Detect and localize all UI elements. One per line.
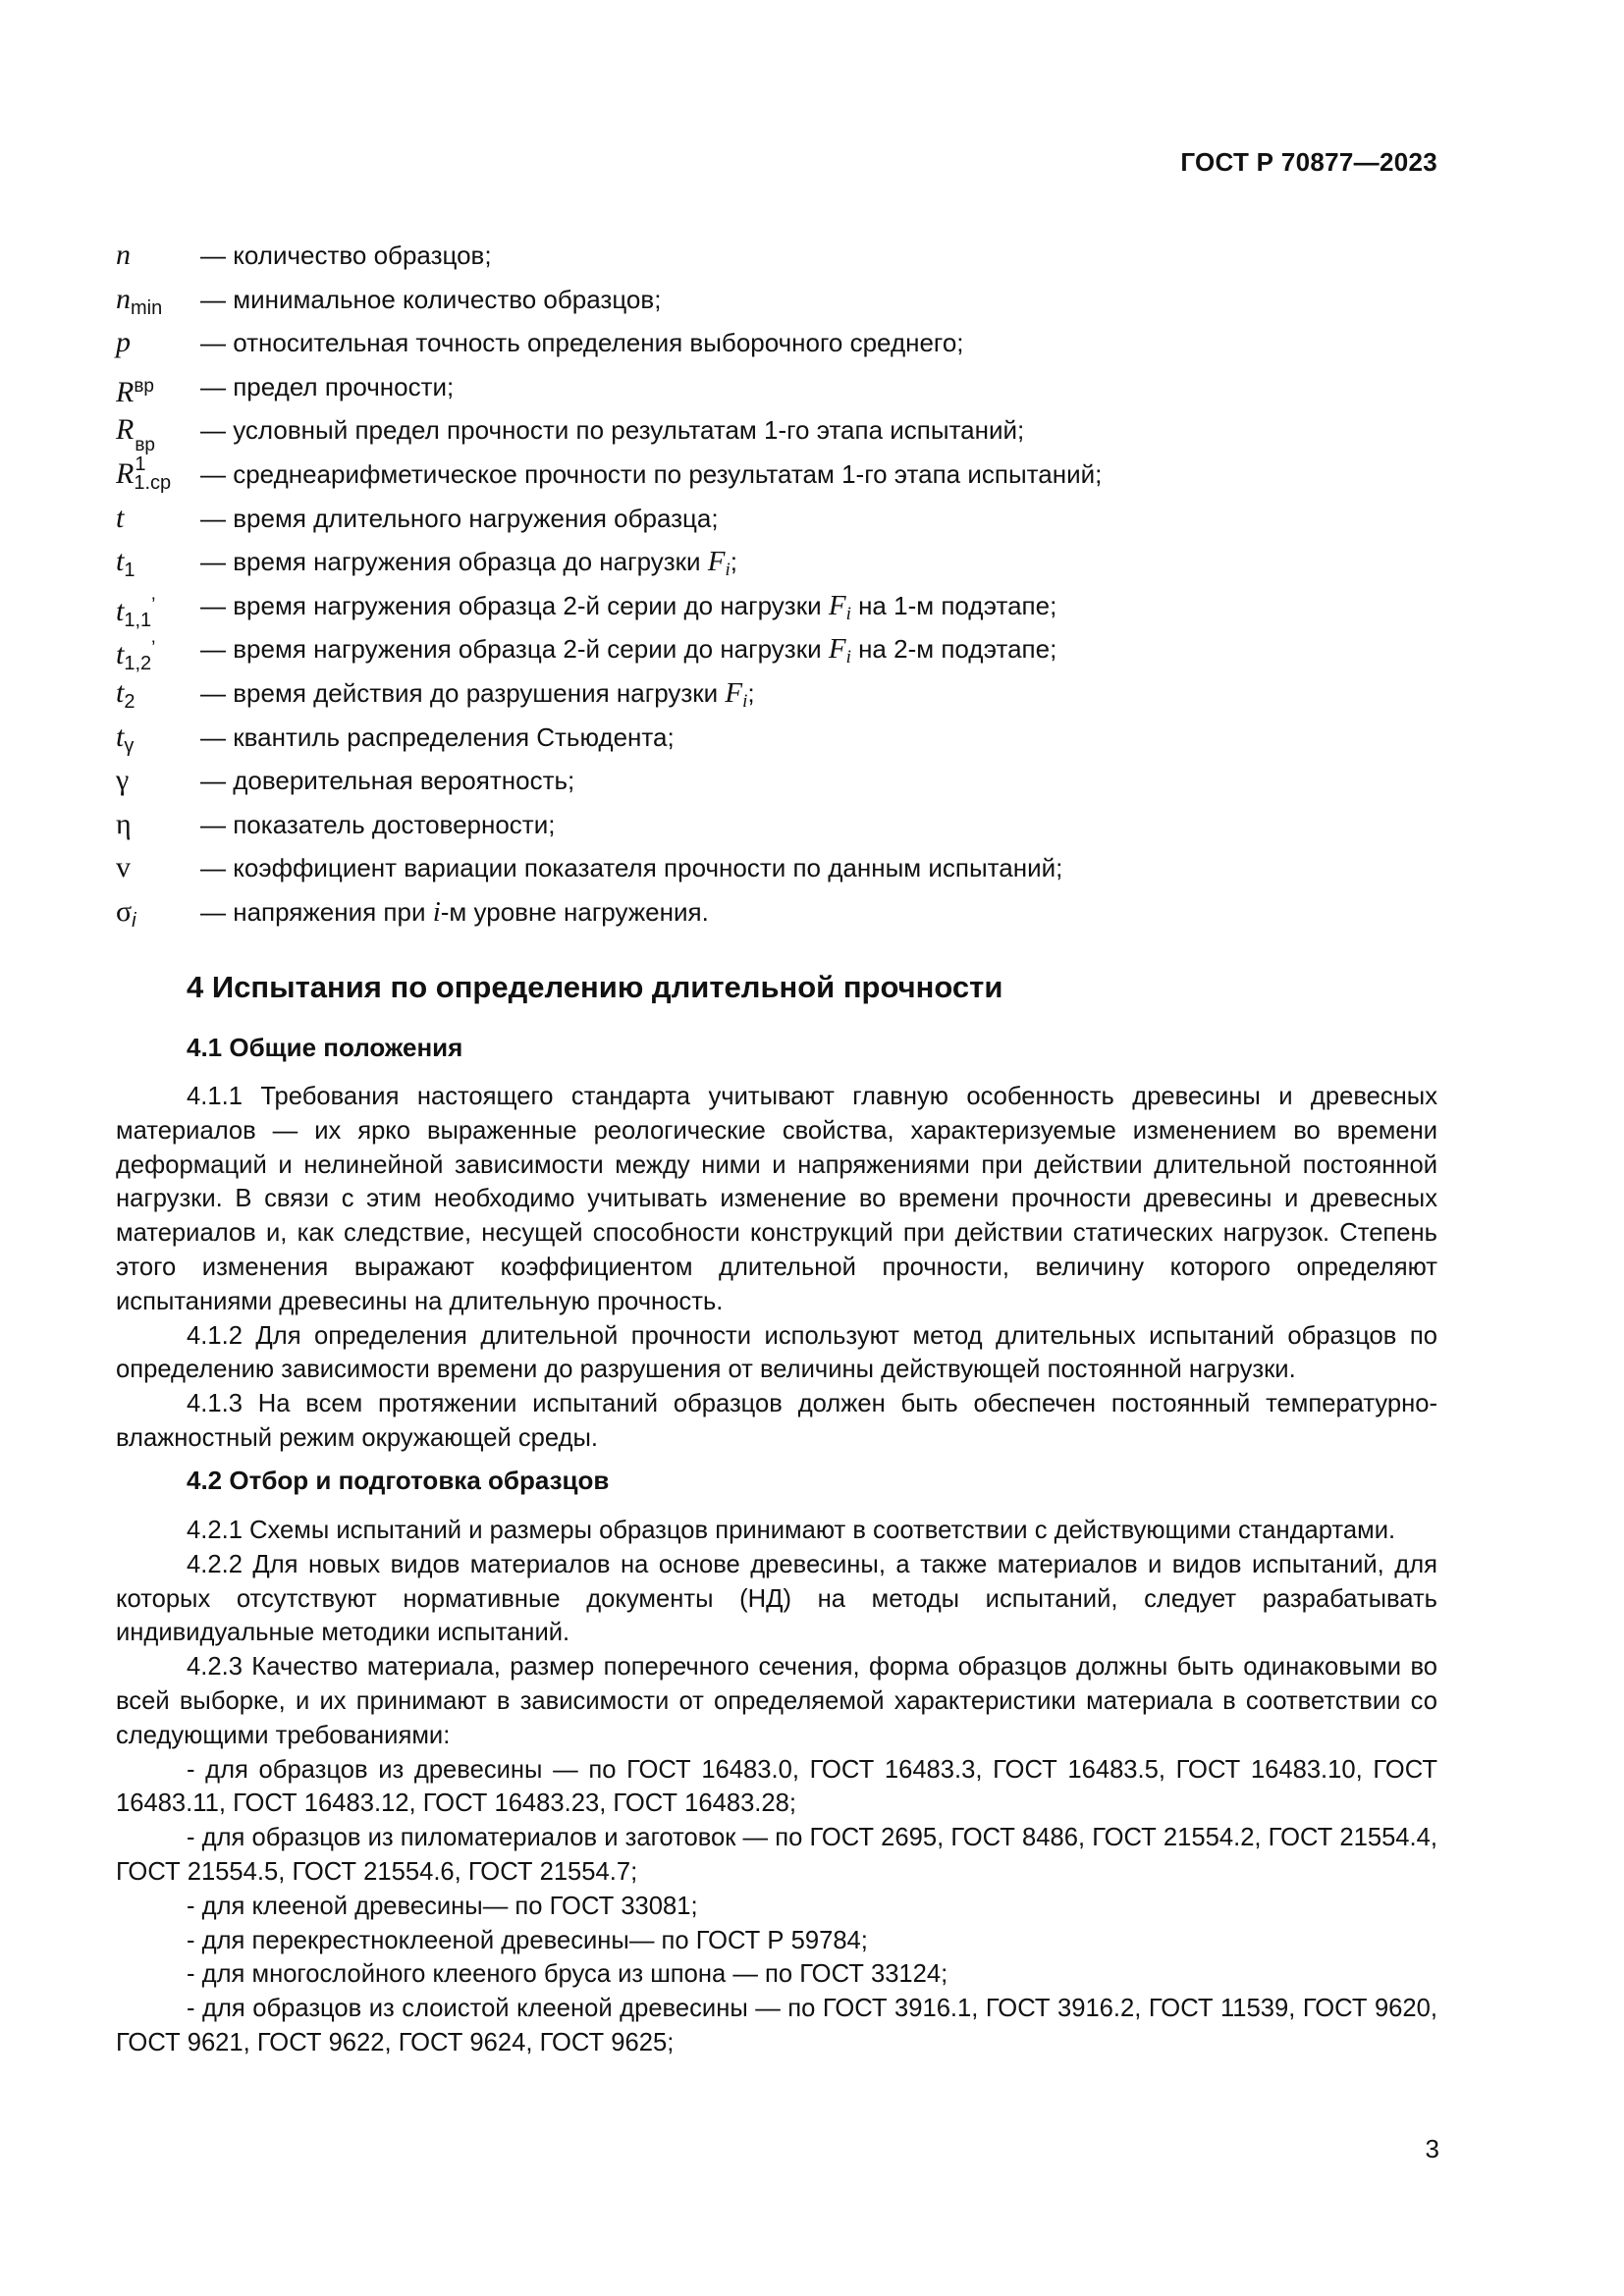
symbol: $R_{1.ср}$ <box>116 456 172 494</box>
paragraph: 4.1.2 Для определения длительной прочности используют метод длительных испытаний образцов по определению зависимости времени до разрушения от величины действующей постоянной нагрузки. <box>116 1321 1437 1384</box>
document-header: ГОСТ Р 70877—2023 <box>1180 147 1437 177</box>
symbol-description: — условный предел прочности по результатам 1-го этапа испытаний; <box>200 415 1025 446</box>
symbol: $\sigma_i$ <box>116 894 136 932</box>
symbol-description: — время нагружения образца до нагрузки $F_i$; <box>200 546 738 581</box>
symbol: n <box>116 239 131 271</box>
symbol-row-t2 <box>116 671 1441 716</box>
symbol: $t_{1,2}^’$ <box>116 638 156 675</box>
symbol-row-tgamma <box>116 716 1441 760</box>
symbol: v <box>116 851 131 884</box>
symbol: γ <box>116 764 130 797</box>
paragraph: 4.1.3 На всем протяжении испытаний образцов должен быть обеспечен постоянный температурно-влажностный режим окружающей среды. <box>116 1390 1437 1452</box>
symbol-row-rvp <box>116 365 1441 409</box>
paragraph: 4.2.1 Схемы испытаний и размеры образцов принимают в соответствии с действующими стандартами. <box>187 1517 1396 1544</box>
paragraph: 4.1.1 Требования настоящего стандарта учитывают главную особенность древесины и древесных материалов — их ярко выраженные реологические свойства, характеризуемые изменением во времени деформаций и нелинейной зависимости между ними и напряжениями при действии длительной постоянной нагрузки. В связи с этим необходимо учитывать изменение во времени прочности древесины и древесных материалов и, как следствие, несущей способности конструкций при действии статических нагрузок. Степень этого изменения выражают коэффициентом длительной прочности, величину которого определяют испытаниями древесины на длительную прочность. <box>116 1083 1437 1315</box>
symbol-description: — коэффициент вариации показателя прочности по данным испытаний; <box>200 853 1063 883</box>
symbol-row-n <box>116 234 1441 278</box>
section-4-1-text <box>116 1080 1437 1456</box>
symbol-row-gamma <box>116 759 1441 803</box>
symbol: $n_{min}$ <box>116 282 163 319</box>
page-number: 3 <box>1425 2134 1439 2163</box>
list-item: - для образцов из слоистой клееной древесины — по ГОСТ 3916.1, ГОСТ 3916.2, ГОСТ 11539, ГОСТ 9620, ГОСТ 9621, ГОСТ 9622, ГОСТ 9624, ГОСТ 9625; <box>116 1995 1437 2056</box>
symbol: t <box>116 501 125 534</box>
section-4-2-text <box>116 1514 1437 2060</box>
symbol-description: — показатель достоверности; <box>200 809 556 839</box>
symbol-row-r1sr <box>116 453 1441 497</box>
subsection-heading: 4.1 Общие положения <box>187 1033 463 1062</box>
symbol-description: — время длительного нагружения образца; <box>200 503 719 533</box>
symbol-row-t1 <box>116 540 1441 584</box>
symbol-row-nmin <box>116 278 1441 322</box>
symbol-row-v <box>116 846 1441 890</box>
symbol-description: — квантиль распределения Стьюдента; <box>200 721 675 752</box>
symbol-description: — время действия до разрушения нагрузки $F_i$; <box>200 676 755 712</box>
symbol-row-p <box>116 321 1441 365</box>
symbol-list <box>116 234 1441 934</box>
symbol-description: — время нагружения образца 2-й серии до нагрузки $F_i$ на 1-м подэтапе; <box>200 589 1057 624</box>
subsection-heading: 4.2 Отбор и подготовка образцов <box>187 1466 610 1495</box>
symbol-row-t <box>116 497 1441 541</box>
symbol: $R^{вр}$ <box>116 375 154 408</box>
symbol-description: — напряжения при i-м уровне нагружения. <box>200 895 709 928</box>
symbol: R вр 1 <box>116 413 155 476</box>
symbol: p <box>116 326 131 359</box>
symbol-description: — среднеарифметическое прочности по результатам 1-го этапа испытаний; <box>200 458 1103 489</box>
symbol: $t_1$ <box>116 545 135 582</box>
symbol-description: — минимальное количество образцов; <box>200 284 662 314</box>
list-item: - для образцов из пиломатериалов и заготовок — по ГОСТ 2695, ГОСТ 8486, ГОСТ 21554.2, ГОСТ 21554.4, ГОСТ 21554.5, ГОСТ 21554.6, ГОСТ 21554.7; <box>116 1824 1437 1886</box>
paragraph: 4.2.3 Качество материала, размер поперечного сечения, форма образцов должны быть одинаковыми во всей выборке, и их принимают в зависимости от определяемой характеристики материала в соответствии со следующими требованиями: <box>116 1653 1437 1749</box>
symbol-row-t11 <box>116 584 1441 631</box>
symbol: $t_\gamma$ <box>116 720 135 757</box>
symbol-row-t12 <box>116 627 1441 675</box>
list-item: - для перекрестноклееной древесины— по ГОСТ Р 59784; <box>187 1926 868 1954</box>
symbol: η <box>116 807 132 840</box>
symbol-description: — доверительная вероятность; <box>200 766 575 796</box>
symbol-row-sigma <box>116 890 1441 934</box>
list-item: - для многослойного клееного бруса из шпона — по ГОСТ 33124; <box>187 1960 948 1989</box>
paragraph: 4.2.2 Для новых видов материалов на основе древесины, а также материалов и видов испытаний, для которых отсутствуют нормативные документы (НД) на методы испытаний, следует разрабатывать индивидуальные методики испытаний. <box>116 1550 1437 1647</box>
list-item: - для клееной древесины— по ГОСТ 33081; <box>187 1892 698 1920</box>
symbol: $t_2$ <box>116 675 135 713</box>
section-heading: 4 Испытания по определению длительной прочности <box>187 970 1003 1004</box>
symbol-description: — время нагружения образца 2-й серии до нагрузки $F_i$ на 2-м подэтапе; <box>200 633 1057 668</box>
list-item: - для образцов из древесины — по ГОСТ 16483.0, ГОСТ 16483.3, ГОСТ 16483.5, ГОСТ 16483.10, ГОСТ 16483.11, ГОСТ 16483.12, ГОСТ 16483.23, ГОСТ 16483.28; <box>116 1755 1437 1818</box>
symbol-description: — относительная точность определения выборочного среднего; <box>200 328 964 358</box>
symbol-row-eta <box>116 803 1441 847</box>
symbol-description: — предел прочности; <box>200 371 455 401</box>
symbol: $t_{1,1}^’$ <box>116 594 156 631</box>
symbol-description: — количество образцов; <box>200 240 492 270</box>
